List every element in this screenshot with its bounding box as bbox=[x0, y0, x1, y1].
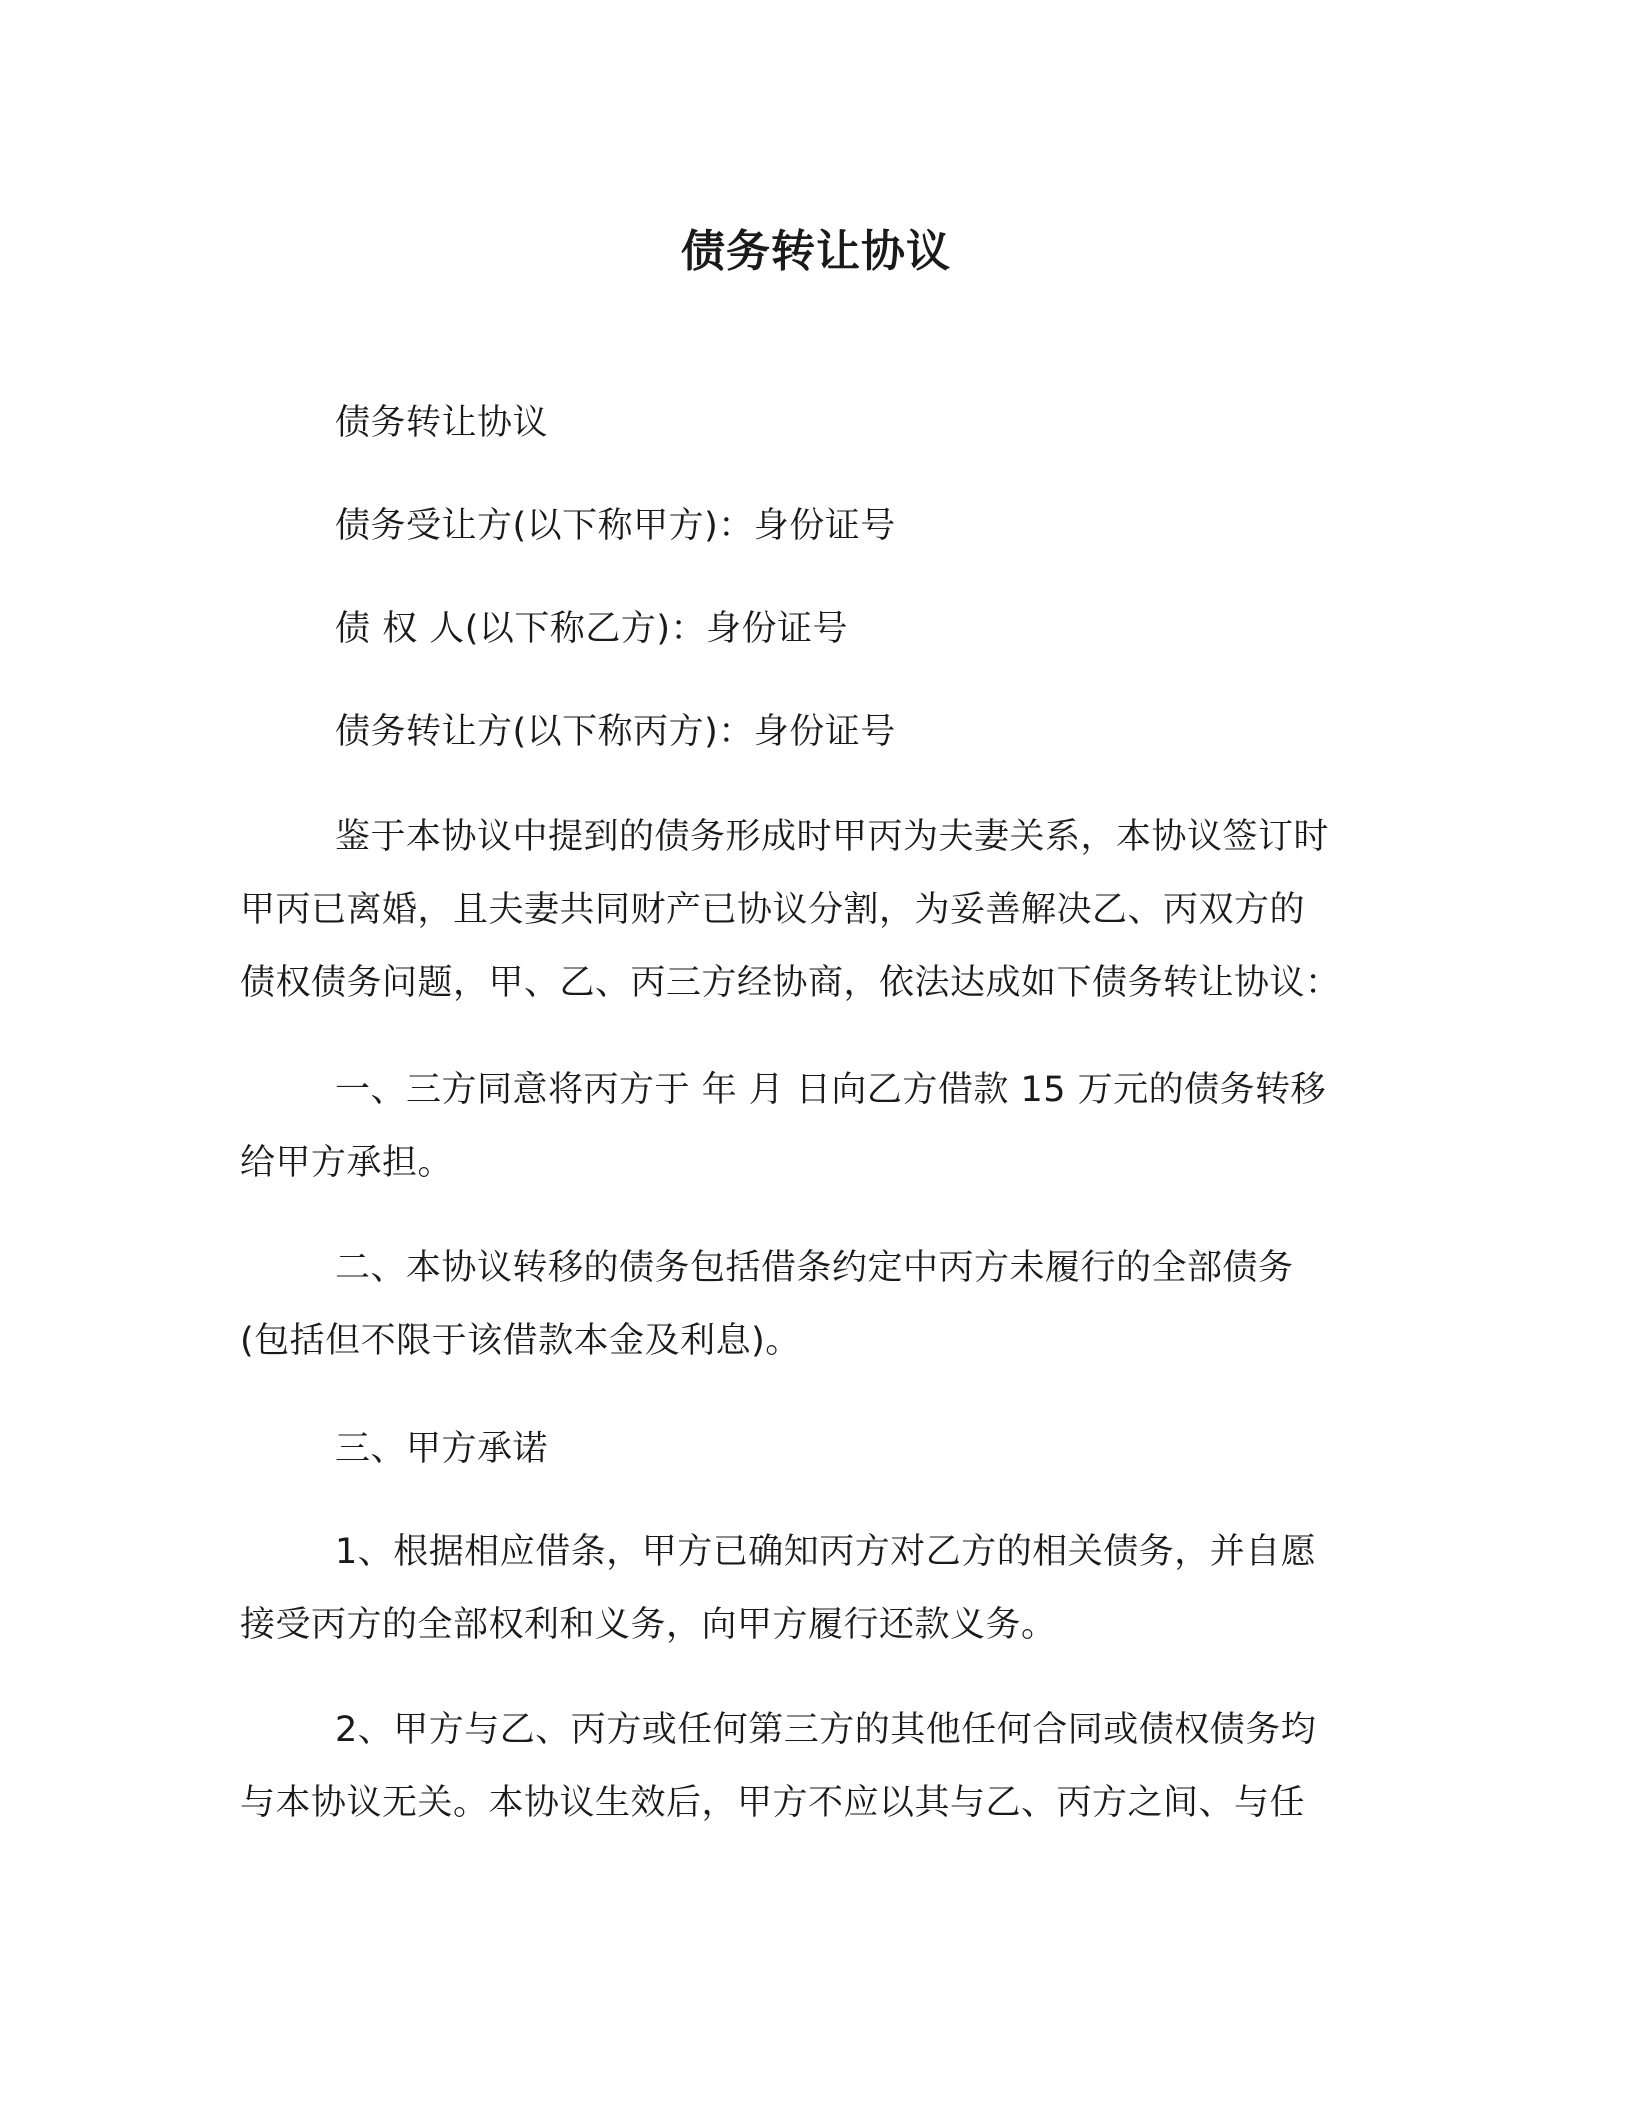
clause-1-line: 给甲方承担。 bbox=[240, 1143, 454, 1183]
party-b-line: 债 权 人(以下称乙方)：身份证号 bbox=[335, 609, 849, 649]
heading-repeat: 债务转让协议 bbox=[335, 403, 549, 443]
preamble-line: 债权债务问题，甲、乙、丙三方经协商，依法达成如下债务转让协议： bbox=[240, 963, 1341, 1003]
clause-3-2-line: 与本协议无关。本协议生效后，甲方不应以其与乙、丙方之间、与任 bbox=[240, 1783, 1306, 1823]
document-title: 债务转让协议 bbox=[681, 226, 951, 277]
clause-3-2-line: 2、甲方与乙、丙方或任何第三方的其他任何合同或债权债务均 bbox=[335, 1710, 1317, 1750]
clause-2-paragraph bbox=[240, 1232, 1380, 1378]
clause-1-line: 一、三方同意将丙方于 年 月 日向乙方借款 15 万元的债务转移 bbox=[335, 1070, 1327, 1110]
preamble-line: 甲丙已离婚，且夫妻共同财产已协议分割，为妥善解决乙、丙双方的 bbox=[240, 890, 1306, 930]
clause-3-1-paragraph bbox=[240, 1516, 1380, 1662]
clause-3-1-line: 1、根据相应借条，甲方已确知丙方对乙方的相关债务，并自愿 bbox=[335, 1532, 1317, 1572]
clause-1-paragraph bbox=[240, 1054, 1380, 1200]
clause-3-2-paragraph bbox=[240, 1694, 1380, 1840]
clause-2-line: 二、本协议转移的债务包括借条约定中丙方未履行的全部债务 bbox=[335, 1248, 1294, 1288]
preamble-paragraph bbox=[240, 801, 1380, 1020]
clause-3-heading: 三、甲方承诺 bbox=[335, 1429, 549, 1469]
preamble-line: 鉴于本协议中提到的债务形成时甲丙为夫妻关系，本协议签订时 bbox=[335, 817, 1330, 857]
clause-2-line: (包括但不限于该借款本金及利息)。 bbox=[240, 1321, 801, 1361]
party-c-line: 债务转让方(以下称丙方)：身份证号 bbox=[335, 712, 896, 752]
party-a-line: 债务受让方(以下称甲方)：身份证号 bbox=[335, 506, 896, 546]
clause-3-1-line: 接受丙方的全部权利和义务，向甲方履行还款义务。 bbox=[240, 1605, 1057, 1645]
